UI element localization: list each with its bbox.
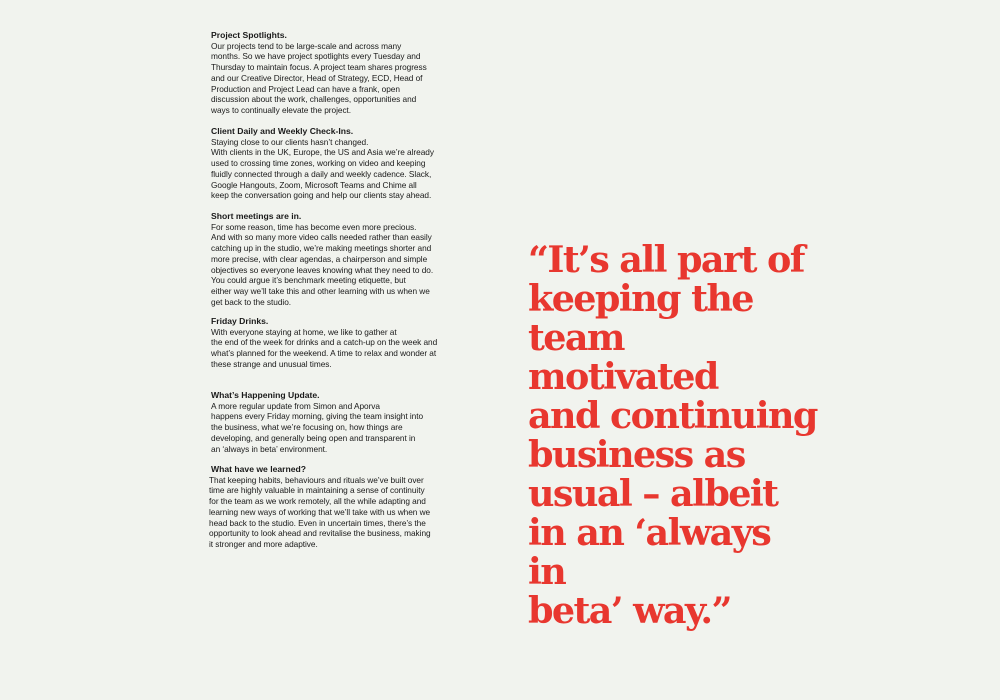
section-paragraph: That keeping habits, behaviours and rituals we’ve built over time are highly valuable in maintaining a sense of continuity for the team as we work remotely, all the while adapting and learning new ways of working that we’ll take with us when we head back to the studio. Even in uncertain times, there’s the opportunity to look ahead and revitalise the business, making it stronger and more adaptive. <box>209 474 431 550</box>
section-heading: Friday Drinks. <box>211 316 269 326</box>
pull-quote: “It’s all part of keeping the team motivated and continuing business as usual – albeit in an ‘always in beta’ way.” <box>528 238 817 632</box>
section-paragraph: Our projects tend to be large-scale and across many months. So we have project spotlights every Tuesday and Thursday to maintain focus. A project team shares progress and our Creative Director, Head of Strategy, ECD, Head of Production and Project Lead can have a frank, open discussion about the work, challenges, opportunities and ways to continually elevate the project. <box>211 40 427 116</box>
section-heading: What’s Happening Update. <box>211 390 320 400</box>
section-heading: Project Spotlights. <box>211 30 287 40</box>
section-paragraph: For some reason, time has become even more precious. And with so many more video calls needed rather than easily catching up in the studio, we’re making meetings shorter and more precise, with clear agendas, a chairperson and simple objectives so everyone leaves knowing what they need to do. You could argue it’s benchmark meeting etiquette, but either way we’ll take this and other learning with us when we get back to the studio. <box>211 221 434 307</box>
section-project-spotlights <box>211 30 471 116</box>
section-paragraph: Staying close to our clients hasn’t changed. With clients in the UK, Europe, the US and Asia we’re already used to crossing time zones, working on video and keeping fluidly connected through a daily and weekly cadence. Slack, Google Hangouts, Zoom, Microsoft Teams and Chime all keep the conversation going and help our clients stay ahead. <box>211 136 434 201</box>
section-paragraph: With everyone staying at home, we like to gather at the end of the week for drinks and a catch-up on the week and what’s planned for the weekend. A time to relax and wonder at these strange and unusual times. <box>211 326 438 369</box>
section-what-have-we-learned <box>209 464 471 550</box>
section-whats-happening-update <box>211 390 471 454</box>
section-heading: Short meetings are in. <box>211 211 302 221</box>
section-short-meetings <box>211 211 471 308</box>
section-heading: Client Daily and Weekly Check-Ins. <box>211 126 354 136</box>
section-heading: What have we learned? <box>211 464 307 474</box>
section-client-check-ins <box>211 126 471 201</box>
section-paragraph: A more regular update from Simon and Aporva happens every Friday morning, giving the team insight into the business, what we’re focusing on, how things are developing, and generally being open and transparent in an ‘always in beta’ environment. <box>211 400 424 454</box>
section-friday-drinks <box>211 316 471 370</box>
